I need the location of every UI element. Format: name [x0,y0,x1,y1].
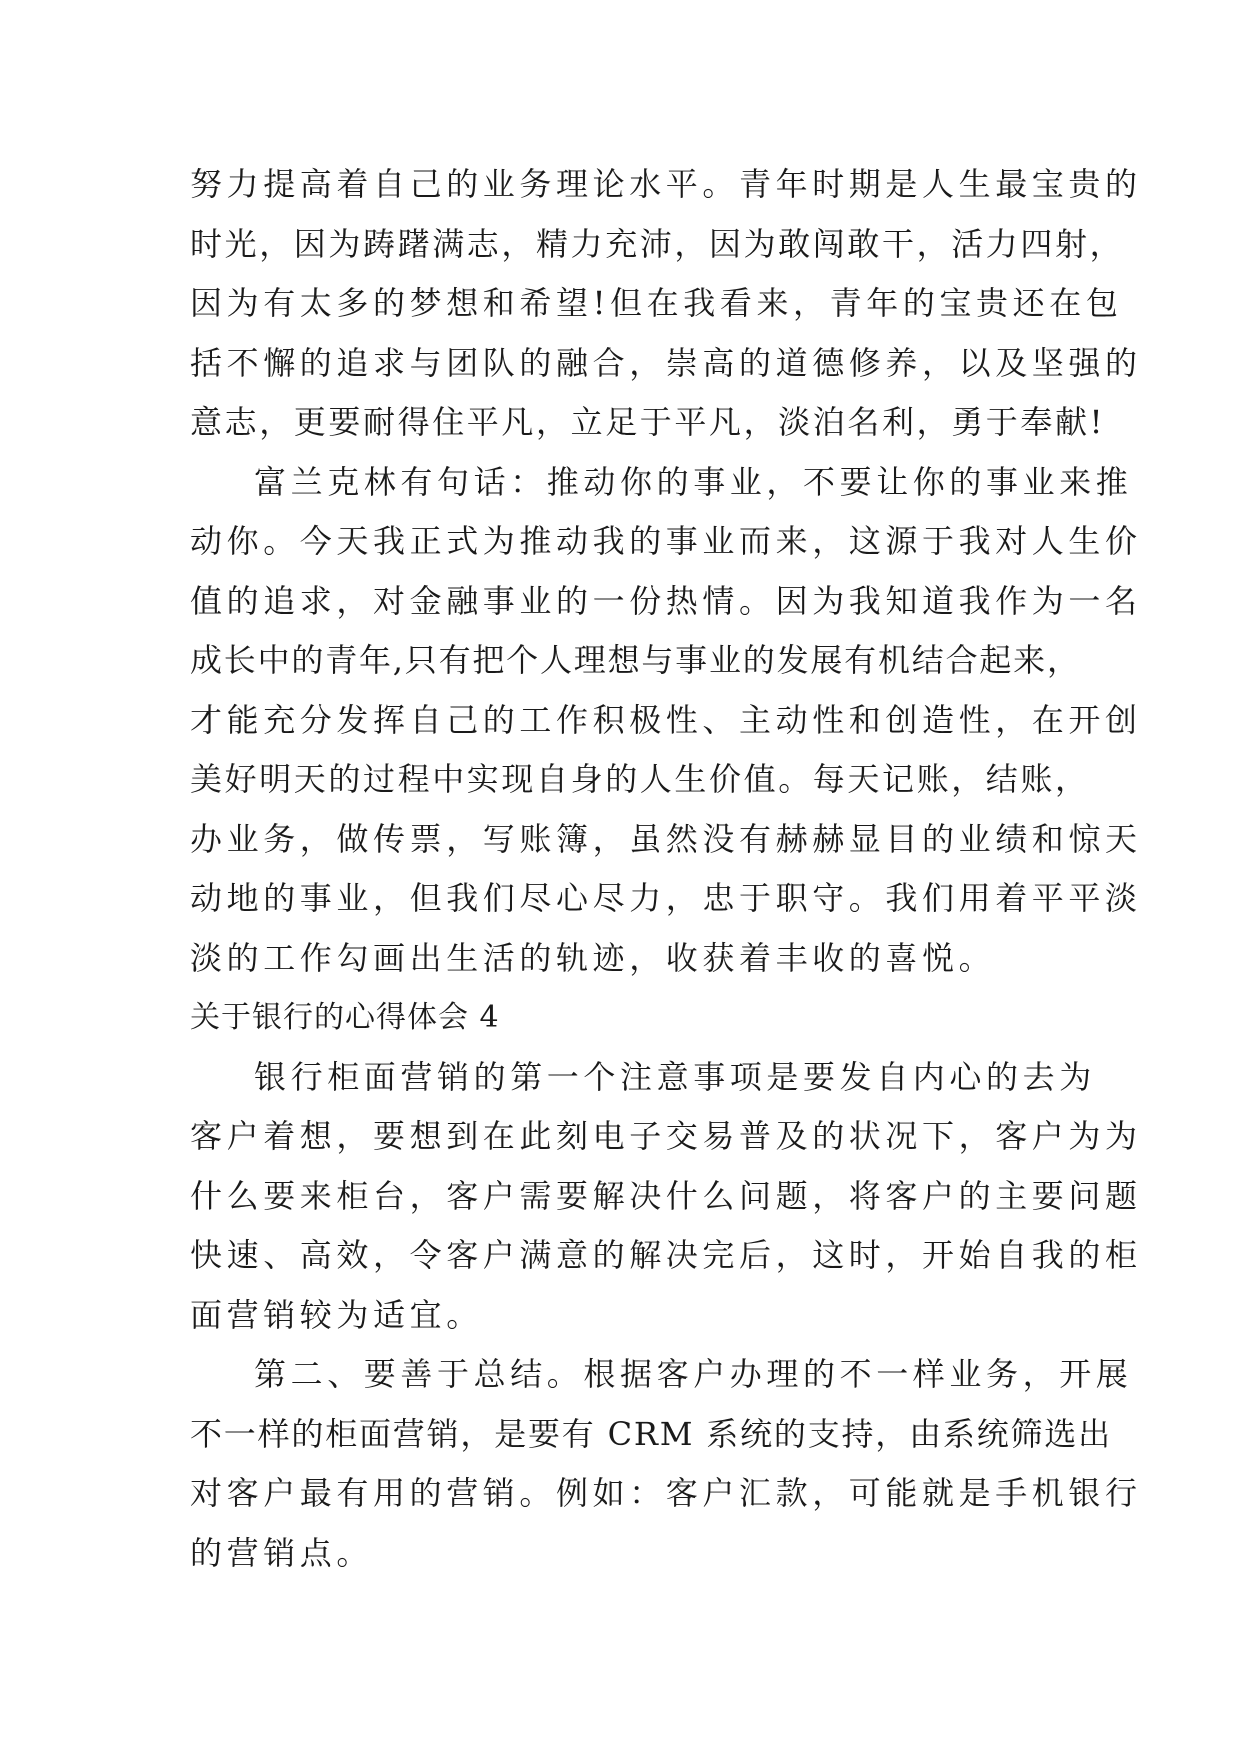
paragraph-1 [190,155,1142,453]
text-line: 客户着想，要想到在此刻电子交易普及的状况下，客户为为 [190,1117,1142,1155]
text-line: 的营销点。 [190,1533,374,1572]
text-line: 才能充分发挥自己的工作积极性、主动性和创造性，在开创 [190,700,1142,739]
text-line: 不一样的柜面营销，是要有 CRM 系统的支持，由系统筛选出 [190,1414,1112,1453]
text-line: 什么要来柜台，客户需要解决什么问题，将客户的主要问题 [190,1176,1142,1215]
text-line: 努力提高着自己的业务理论水平。青年时期是人生最宝贵的 [190,165,1142,203]
paragraph-3 [190,1048,1142,1346]
paragraph-4 [190,1345,1142,1583]
text-line: 富兰克林有句话：推动你的事业，不要让你的事业来推 [254,462,1133,501]
text-line: 面营销较为适宜。 [190,1295,483,1334]
text-line: 因为有太多的梦想和希望!但在我看来，青年的宝贵还在包 [190,284,1123,322]
text-line: 时光，因为踌躇满志，精力充沛，因为敢闯敢干，活力四射， [190,224,1125,263]
text-line: 动你。今天我正式为推动我的事业而来，这源于我对人生价 [190,522,1142,560]
text-line: 括不懈的追求与团队的融合，崇高的道德修养，以及坚强的 [190,343,1142,382]
document-body [190,155,1142,1583]
paragraph-2 [190,453,1142,989]
text-line: 银行柜面营销的第一个注意事项是要发自内心的去为 [254,1057,1096,1096]
text-line: 办业务，做传票，写账簿，虽然没有赫赫显目的业绩和惊天 [190,819,1142,858]
text-line: 美好明天的过程中实现自身的人生价值。每天记账，结账， [190,760,1090,798]
text-line: 动地的事业，但我们尽心尽力，忠于职守。我们用着平平淡 [190,879,1142,917]
text-line: 值的追求，对金融事业的一份热情。因为我知道我作为一名 [190,581,1142,620]
text-line: 淡的工作勾画出生活的轨迹，收获着丰收的喜悦。 [190,938,996,977]
text-line: 第二、要善于总结。根据客户办理的不一样业务，开展 [254,1355,1133,1393]
text-line: 意志，更要耐得住平凡，立足于平凡，淡泊名利，勇于奉献! [190,403,1106,441]
text-line: 对客户最有用的营销。例如：客户汇款，可能就是手机银行 [190,1474,1142,1512]
text-line: 成长中的青年,只有把个人理想与事业的发展有机结合起来， [190,641,1081,679]
section-heading: 关于银行的心得体会 4 [190,1000,500,1035]
text-line: 快速、高效，令客户满意的解决完后，这时，开始自我的柜 [190,1236,1142,1274]
